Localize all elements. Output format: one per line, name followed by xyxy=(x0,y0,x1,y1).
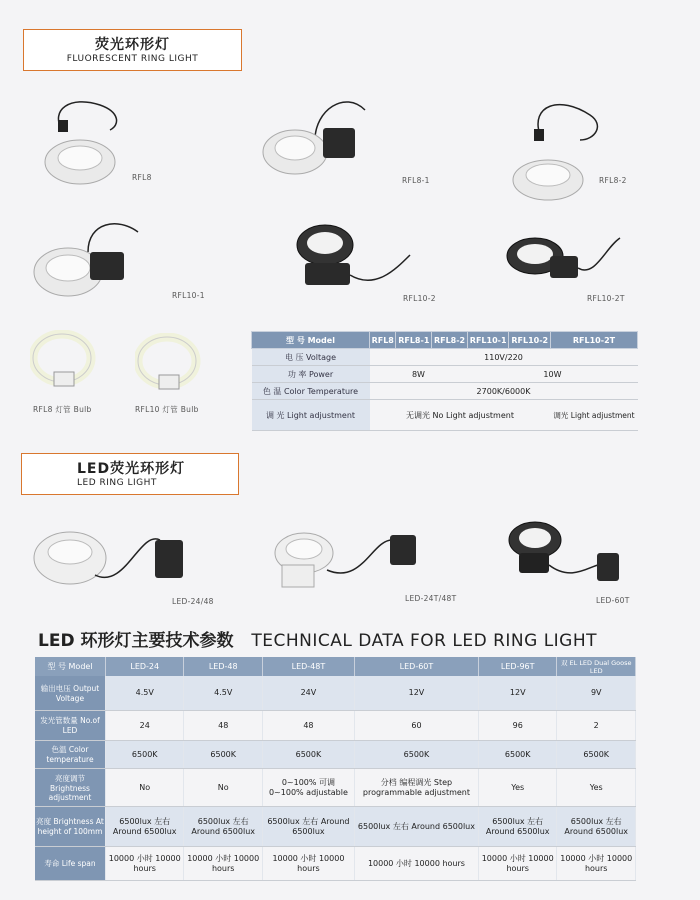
column-header: LED-24 xyxy=(106,657,184,676)
product-label-led-60t: LED-60T xyxy=(596,596,630,605)
row-label: 亮度调节 Brightness adjustment xyxy=(35,768,106,806)
ring-light-image-rfl8-2 xyxy=(510,95,610,205)
cell-value: 8W xyxy=(370,366,468,383)
led-spec-table xyxy=(35,657,636,881)
cell-value: 110V/220 xyxy=(370,349,638,366)
column-header: LED-60T xyxy=(354,657,478,676)
row-label: 功 率 Power xyxy=(252,366,370,383)
bulb-image-rfl8 xyxy=(30,330,100,390)
table-cell: 6500lux 左右 Around 6500lux xyxy=(557,806,636,846)
product-label-rfl8-2: RFL8-2 xyxy=(599,176,627,185)
table-cell: 6500lux 左右 Around 6500lux xyxy=(106,806,184,846)
table-cell: No xyxy=(106,768,184,806)
product-label-led-24t-48t: LED-24T/48T xyxy=(405,594,457,603)
column-header: 双 EL LED Dual Goose LED xyxy=(557,657,636,676)
table-row xyxy=(35,806,636,846)
technical-data-heading xyxy=(38,626,597,651)
table-cell: 0~100% 可调 0~100% adjustable xyxy=(262,768,354,806)
table-row xyxy=(35,768,636,806)
row-label: 发光管数量 No.of LED xyxy=(35,710,106,740)
table-cell: 10000 小时 10000 hours xyxy=(262,846,354,880)
led-ring-image-60t xyxy=(505,515,625,595)
table-cell: 10000 小时 10000 hours xyxy=(354,846,478,880)
table-cell: 96 xyxy=(478,710,556,740)
table-cell: 60 xyxy=(354,710,478,740)
table-cell: 4.5V xyxy=(106,676,184,710)
table-cell: 48 xyxy=(262,710,354,740)
table-row xyxy=(252,366,638,383)
table-cell: Yes xyxy=(478,768,556,806)
row-label: 亮度 Brightness At height of 100mm xyxy=(35,806,106,846)
cell-value: 10W xyxy=(467,366,637,383)
section-header-led xyxy=(21,453,239,495)
row-label: 色温 Color temperature xyxy=(35,740,106,768)
table-cell: 10000 小时 10000 hours xyxy=(106,846,184,880)
product-label-rfl10-2t: RFL10-2T xyxy=(587,294,625,303)
ring-light-image-rfl10-2 xyxy=(295,215,415,300)
ring-light-image-rfl10-2t xyxy=(505,228,625,298)
section-title-cn: 荧光环形灯 xyxy=(95,37,170,53)
bulb-label-rfl10: RFL10 灯管 Bulb xyxy=(135,405,199,414)
cell-value: 2700K/6000K xyxy=(370,383,638,400)
heading-cn: LED 环形灯主要技术参数 xyxy=(38,631,234,651)
table-cell: 12V xyxy=(354,676,478,710)
table-cell: 6500lux 左右 Around 6500lux xyxy=(184,806,262,846)
product-label-rfl10-2: RFL10-2 xyxy=(403,294,436,303)
table-cell: 6500K xyxy=(354,740,478,768)
table-cell: 10000 小时 10000 hours xyxy=(184,846,262,880)
cell-value: 调光 Light adjustment xyxy=(551,400,638,431)
product-label-rfl10-1: RFL10-1 xyxy=(172,291,205,300)
table-cell: 12V xyxy=(478,676,556,710)
bulb-label-rfl8: RFL8 灯管 Bulb xyxy=(33,405,92,414)
table-cell: 6500K xyxy=(106,740,184,768)
section-title-en: FLUORESCENT RING LIGHT xyxy=(66,54,199,64)
table-cell: 4.5V xyxy=(184,676,262,710)
row-label: 电 压 Voltage xyxy=(252,349,370,366)
column-header: LED-48T xyxy=(262,657,354,676)
table-cell: 10000 小时 10000 hours xyxy=(478,846,556,880)
table-row xyxy=(35,676,636,710)
table-header-row xyxy=(252,332,638,349)
column-header: RFL8-2 xyxy=(432,332,468,349)
table-cell: 6500lux 左右 Around 6500lux xyxy=(478,806,556,846)
row-label: 色 温 Color Temperature xyxy=(252,383,370,400)
product-label-led-24-48: LED-24/48 xyxy=(172,597,214,606)
column-header: RFL8-1 xyxy=(396,332,432,349)
column-header: RFL10-2T xyxy=(551,332,638,349)
table-cell: 6500K xyxy=(478,740,556,768)
section-title-en: LED RING LIGHT xyxy=(77,478,157,488)
row-label: 调 光 Light adjustment xyxy=(252,400,370,431)
product-label-rfl8-1: RFL8-1 xyxy=(402,176,430,185)
row-label: 输出电压 Output Voltage xyxy=(35,676,106,710)
cell-value: 无调光 No Light adjustment xyxy=(370,400,551,431)
table-header-row xyxy=(35,657,636,676)
ring-light-image-rfl8-1 xyxy=(255,90,385,190)
row-label: 寿命 Life span xyxy=(35,846,106,880)
table-cell: Yes xyxy=(557,768,636,806)
led-ring-image-24-48 xyxy=(30,520,190,595)
table-cell: 6500lux 左右 Around 6500lux xyxy=(354,806,478,846)
table-cell: 10000 小时 10000 hours xyxy=(557,846,636,880)
table-row xyxy=(35,740,636,768)
section-header-fluorescent xyxy=(23,29,242,71)
table-cell: No xyxy=(184,768,262,806)
heading-en: TECHNICAL DATA FOR LED RING LIGHT xyxy=(251,631,598,651)
section-title-cn: LED荧光环形灯 xyxy=(77,461,186,477)
table-cell: 9V xyxy=(557,676,636,710)
column-header: LED-48 xyxy=(184,657,262,676)
column-header: RFL10-1 xyxy=(467,332,509,349)
table-row xyxy=(35,846,636,880)
column-header: LED-96T xyxy=(478,657,556,676)
column-header: RFL8 xyxy=(370,332,396,349)
table-cell: 24V xyxy=(262,676,354,710)
table-cell: 6500K xyxy=(184,740,262,768)
table-cell: 6500K xyxy=(557,740,636,768)
table-row xyxy=(252,349,638,366)
column-header: 型 号 Model xyxy=(252,332,370,349)
fluorescent-spec-table xyxy=(251,331,638,431)
product-label-rfl8: RFL8 xyxy=(132,173,152,182)
table-row xyxy=(252,383,638,400)
table-row xyxy=(252,400,638,431)
table-cell: 24 xyxy=(106,710,184,740)
led-ring-image-24t-48t xyxy=(272,525,432,595)
table-cell: 6500K xyxy=(262,740,354,768)
column-header: 型 号 Model xyxy=(35,657,106,676)
ring-light-image-rfl10-1 xyxy=(28,212,163,302)
bulb-image-rfl10 xyxy=(135,333,205,393)
table-row xyxy=(35,710,636,740)
ring-light-image-rfl8 xyxy=(40,90,140,190)
table-cell: 2 xyxy=(557,710,636,740)
column-header: RFL10-2 xyxy=(509,332,551,349)
table-cell: 6500lux 左右 Around 6500lux xyxy=(262,806,354,846)
table-cell: 48 xyxy=(184,710,262,740)
table-cell: 分档 编程调光 Step programmable adjustment xyxy=(354,768,478,806)
